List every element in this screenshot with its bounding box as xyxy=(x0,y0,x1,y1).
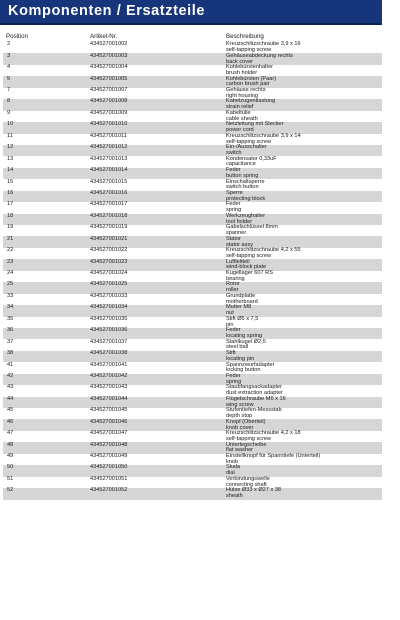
cell-position: 18 xyxy=(7,212,14,219)
cell-article-number: 434527001012 xyxy=(90,144,128,151)
cell-position: 10 xyxy=(7,121,14,128)
cell-description xyxy=(226,168,258,180)
description-german: Feder xyxy=(226,327,241,334)
table-row xyxy=(3,339,382,350)
description-german: Gehäuse rechts xyxy=(226,87,266,94)
cell-position: 38 xyxy=(7,350,14,357)
description-english: wing screw xyxy=(226,401,254,408)
table-row xyxy=(3,122,382,133)
cell-description xyxy=(226,454,320,466)
cell-article-number: 434527001045 xyxy=(90,407,128,414)
description-german: Spannzwurfadapter xyxy=(226,361,275,368)
table-row xyxy=(3,317,382,328)
table-row xyxy=(3,442,382,453)
description-german: Skala xyxy=(226,464,240,471)
description-german: Verbindungswelle xyxy=(226,475,270,482)
description-english: self-tapping screw xyxy=(226,138,272,145)
cell-article-number: 434527001021 xyxy=(90,235,128,242)
cell-article-number: 434527001037 xyxy=(90,338,128,345)
description-english: nut xyxy=(226,310,234,317)
cell-article-number: 434527001044 xyxy=(90,395,128,402)
description-german: Knopf (Oberteil) xyxy=(226,418,266,425)
table-row xyxy=(3,294,382,305)
cell-article-number: 434527001050 xyxy=(90,464,128,471)
table-row xyxy=(3,431,382,442)
cell-position: 35 xyxy=(7,315,14,322)
cell-position: 16 xyxy=(7,189,14,196)
description-german: Rotor xyxy=(226,281,240,288)
cell-article-number: 434527001051 xyxy=(90,475,128,482)
table-row xyxy=(3,271,382,282)
cell-article-number: 434527001009 xyxy=(90,109,128,116)
cell-position: 36 xyxy=(7,327,14,334)
description-english: spring xyxy=(226,378,242,385)
description-english: spring xyxy=(226,207,242,214)
table-row xyxy=(3,282,382,293)
description-german: Staubfangsackadapter xyxy=(226,384,282,391)
cell-position: 23 xyxy=(7,258,14,265)
description-english: knob xyxy=(226,458,239,465)
description-german: Flügelschraube M6 x 16 xyxy=(226,395,286,402)
table-row xyxy=(3,191,382,202)
description-german: Kreuzschlitzschraube 3,9 x 14 xyxy=(226,132,301,139)
description-english: self-tapping screw xyxy=(226,435,272,442)
cell-article-number: 434527001038 xyxy=(90,350,128,357)
table-row xyxy=(3,145,382,156)
cell-position: 46 xyxy=(7,418,14,425)
cell-article-number: 434527001008 xyxy=(90,98,128,105)
description-german: Netzleitung mit Stecker xyxy=(226,121,284,128)
table-row xyxy=(3,488,382,499)
cell-position: 24 xyxy=(7,270,14,277)
description-english: locating pin xyxy=(226,355,255,362)
description-german: Kabelzugentlastung xyxy=(226,98,276,105)
cell-article-number: 434527001023 xyxy=(90,258,128,265)
table-row xyxy=(3,465,382,476)
cell-position: 15 xyxy=(7,178,14,185)
cell-position: 3 xyxy=(7,52,11,59)
cell-article-number: 434527001018 xyxy=(90,212,128,219)
description-english: wind-block plate xyxy=(226,264,267,271)
description-english: switch button xyxy=(226,184,259,191)
cell-article-number: 434527001010 xyxy=(90,121,128,128)
description-english: steel ball xyxy=(226,344,249,351)
column-header-article: Artikel-Nr. xyxy=(90,33,118,40)
cell-position: 17 xyxy=(7,201,14,208)
description-german: Kreuzschlitzschraube 4,2 x 18 xyxy=(226,430,301,437)
description-german: Gehäuseabdeckung rechts xyxy=(226,52,293,59)
table-row xyxy=(3,477,382,488)
cell-article-number: 434527001043 xyxy=(90,384,128,391)
page-title: Komponenten / Ersatzteile xyxy=(8,3,206,19)
cell-article-number: 434527001022 xyxy=(90,247,128,254)
description-english: knob cover xyxy=(226,424,254,431)
cell-article-number: 434527001047 xyxy=(90,430,128,437)
cell-description xyxy=(226,351,254,363)
table-row xyxy=(3,419,382,430)
description-german: Einschaltsperre xyxy=(226,178,265,185)
cell-article-number: 434527001002 xyxy=(90,41,128,48)
cell-position: 11 xyxy=(7,132,13,139)
table-row xyxy=(3,179,382,190)
description-german: Ein-/Ausschalter xyxy=(226,144,267,151)
description-german: Sperre xyxy=(226,189,243,196)
description-english: right housing xyxy=(226,92,259,99)
cell-article-number: 434527001035 xyxy=(90,315,128,322)
table-row xyxy=(3,88,382,99)
description-english: self-tapping screw xyxy=(226,47,272,54)
description-german: Feder xyxy=(226,201,241,208)
table-row xyxy=(3,99,382,110)
description-german: Hülse Ø33 x Ø27 x 38 xyxy=(226,487,282,494)
cell-position: 14 xyxy=(7,167,14,174)
description-german: Kohlebürsten (Paar) xyxy=(226,75,277,82)
description-english: motherboard xyxy=(226,298,258,305)
cell-position: 8 xyxy=(7,98,11,105)
cell-position: 47 xyxy=(7,430,14,437)
table-row xyxy=(3,454,382,465)
description-english: brush holder xyxy=(226,69,258,76)
cell-position: 34 xyxy=(7,304,14,311)
table-row xyxy=(3,214,382,225)
description-english: locating spring xyxy=(226,333,263,340)
cell-position: 48 xyxy=(7,441,14,448)
cell-position: 9 xyxy=(7,109,11,116)
cell-article-number: 434527001041 xyxy=(90,361,128,368)
cell-article-number: 434527001033 xyxy=(90,292,128,299)
cell-article-number: 434527001024 xyxy=(90,270,128,277)
description-english: back cover xyxy=(226,58,254,65)
cell-article-number: 434527001007 xyxy=(90,87,128,94)
cell-article-number: 434527001048 xyxy=(90,441,128,448)
description-german: Kohlebürstenhalter xyxy=(226,64,273,71)
cell-article-number: 434527001019 xyxy=(90,224,128,231)
cell-article-number: 434527001004 xyxy=(90,64,128,71)
cell-position: 37 xyxy=(7,338,14,345)
cell-article-number: 434527001015 xyxy=(90,178,128,185)
table-row xyxy=(3,225,382,236)
description-english: dust extraction adapter xyxy=(226,390,283,397)
cell-description xyxy=(226,488,281,500)
description-english: bearing xyxy=(226,275,245,282)
description-english: capacitance xyxy=(226,161,256,168)
table-row xyxy=(3,259,382,270)
cell-position: 13 xyxy=(7,155,14,162)
description-german: Feder xyxy=(226,372,241,379)
cell-position: 49 xyxy=(7,453,14,460)
cell-position: 52 xyxy=(7,487,14,494)
table-row xyxy=(3,351,382,362)
description-english: locking button xyxy=(226,367,261,374)
description-english: switch xyxy=(226,150,242,157)
cell-position: 12 xyxy=(7,144,14,151)
cell-position: 43 xyxy=(7,384,14,391)
description-german: Werkzeughalter xyxy=(226,212,266,219)
cell-position: 33 xyxy=(7,292,14,299)
cell-position: 22 xyxy=(7,247,14,254)
description-english: tool holder xyxy=(226,218,253,225)
description-english: cable sheath xyxy=(226,115,258,122)
description-english: dial xyxy=(226,470,235,477)
table-row xyxy=(3,236,382,247)
column-header-description: Beschreibung xyxy=(226,33,264,40)
table-row xyxy=(3,111,382,122)
description-english: sheath xyxy=(226,493,243,500)
parts-table xyxy=(3,42,382,500)
table-row xyxy=(3,305,382,316)
cell-position: 41 xyxy=(7,361,14,368)
cell-position: 51 xyxy=(7,475,14,482)
cell-position: 42 xyxy=(7,372,14,379)
description-english: protecting block xyxy=(226,195,266,202)
table-row xyxy=(3,76,382,87)
table-row xyxy=(3,374,382,385)
cell-article-number: 434527001003 xyxy=(90,52,128,59)
description-english: button spring xyxy=(226,172,259,179)
description-german: Grundplatte xyxy=(226,292,256,299)
description-english: power cord xyxy=(226,127,254,134)
description-german: Mutter M8 xyxy=(226,304,252,311)
description-german: Stator xyxy=(226,235,241,242)
header-bar xyxy=(0,0,382,25)
table-row xyxy=(3,168,382,179)
description-german: Kugellager 607 RS xyxy=(226,270,273,277)
cell-article-number: 434527001034 xyxy=(90,304,128,311)
description-german: Kreuzschlitzschraube 4,2 x 55 xyxy=(226,247,301,254)
table-row xyxy=(3,248,382,259)
table-row xyxy=(3,134,382,145)
column-header-position: Position xyxy=(6,33,29,40)
description-english: pin xyxy=(226,321,234,328)
cell-article-number: 434527001025 xyxy=(90,281,128,288)
cell-article-number: 434527001046 xyxy=(90,418,128,425)
cell-article-number: 434527001016 xyxy=(90,189,128,196)
description-english: depth stop xyxy=(226,413,253,420)
cell-article-number: 434527001011 xyxy=(90,132,127,139)
cell-position: 19 xyxy=(7,224,14,231)
table-row xyxy=(3,385,382,396)
cell-article-number: 434527001013 xyxy=(90,155,128,162)
description-german: Stufentiefen-Messstab xyxy=(226,407,282,414)
cell-article-number: 434527001036 xyxy=(90,327,128,334)
cell-article-number: 434527001017 xyxy=(90,201,128,208)
cell-position: 7 xyxy=(7,87,11,94)
table-row xyxy=(3,42,382,53)
description-english: flat washer xyxy=(226,447,254,454)
description-german: Kondensator 0,33uF xyxy=(226,155,277,162)
cell-position: 5 xyxy=(7,75,11,82)
description-german: Gabelschlüssel 8mm xyxy=(226,224,278,231)
cell-position: 21 xyxy=(7,235,14,242)
description-english: self-tapping screw xyxy=(226,252,272,259)
table-row xyxy=(3,65,382,76)
description-english: carbon brush pair xyxy=(226,81,270,88)
table-row xyxy=(3,53,382,64)
description-german: Stift xyxy=(226,350,236,357)
table-row xyxy=(3,397,382,408)
cell-position: 44 xyxy=(7,395,14,402)
cell-article-number: 434527001052 xyxy=(90,487,128,494)
description-english: stator assy xyxy=(226,241,254,248)
cell-position: 25 xyxy=(7,281,14,288)
description-german: Stift Ø5 x 7,5 xyxy=(226,315,259,322)
cell-position: 45 xyxy=(7,407,14,414)
description-german: Stahlkugel Ø2,5 xyxy=(226,338,266,345)
description-english: spanner xyxy=(226,230,247,237)
cell-article-number: 434527001049 xyxy=(90,453,128,460)
description-german: Kreuzschlitzschraube 3,9 x 16 xyxy=(226,41,301,48)
cell-position: 2 xyxy=(7,41,11,48)
cell-article-number: 434527001042 xyxy=(90,372,128,379)
description-german: Kabeltülle xyxy=(226,109,251,116)
cell-article-number: 434527001005 xyxy=(90,75,128,82)
description-english: roller xyxy=(226,287,239,294)
table-row xyxy=(3,362,382,373)
cell-article-number: 434527001014 xyxy=(90,167,128,174)
description-english: strain relief xyxy=(226,104,254,111)
table-row xyxy=(3,328,382,339)
description-german: Feder xyxy=(226,167,241,174)
description-german: Unterlegscheibe xyxy=(226,441,267,448)
cell-position: 4 xyxy=(7,64,11,71)
description-german: Luftleitteil xyxy=(226,258,250,265)
description-english: connecting shaft xyxy=(226,481,267,488)
cell-position: 50 xyxy=(7,464,14,471)
description-german: Einstellknopf für Spanntiefe (Unterteil) xyxy=(226,453,321,460)
table-row xyxy=(3,202,382,213)
table-row xyxy=(3,156,382,167)
table-row xyxy=(3,408,382,419)
